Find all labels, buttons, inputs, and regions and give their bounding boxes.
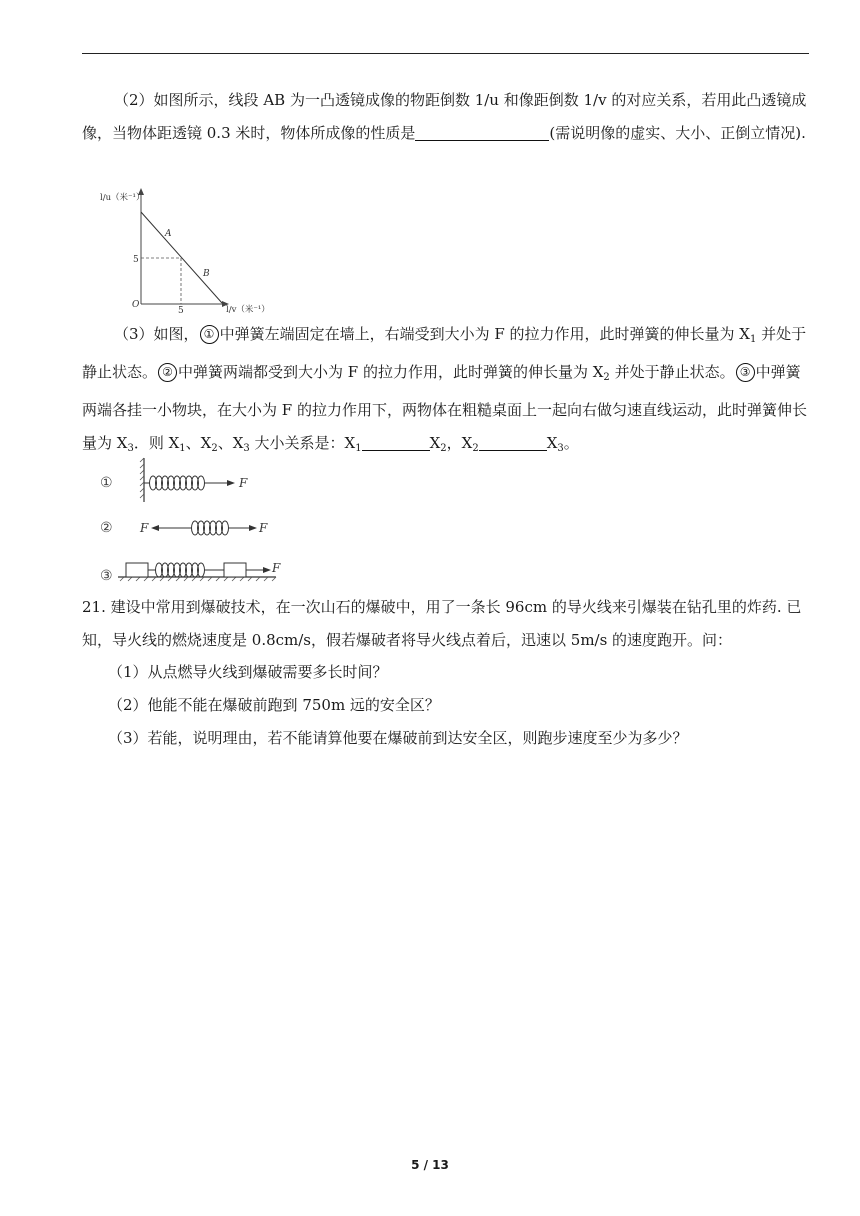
y-tick-label: 5 xyxy=(133,255,139,265)
origin-label: O xyxy=(132,300,140,310)
block-left xyxy=(126,563,148,577)
answer-blank-x1-x2[interactable] xyxy=(362,433,430,451)
page-number: 5 / 13 xyxy=(411,1158,449,1172)
q3-text: 如图， xyxy=(153,325,199,343)
wall-hatching xyxy=(140,458,144,498)
q3-text: X xyxy=(546,434,558,452)
q3-subscript: 1 xyxy=(355,443,362,454)
lens-graph xyxy=(96,186,276,316)
q3-subscript: 1 xyxy=(749,334,757,345)
q3-subscript: 2 xyxy=(603,372,610,383)
q3-subscript: 1 xyxy=(179,443,186,454)
q3-text: 大小关系是：X xyxy=(249,434,356,452)
figure-ref-1: ① xyxy=(200,325,219,344)
point-a-label: A xyxy=(165,229,172,239)
question-3-paragraph xyxy=(82,318,809,465)
q3-text: 中弹簧两端都受到大小为 F 的拉力作用，此时弹簧的伸长量为 X xyxy=(178,363,604,381)
diagram-2-label: ② xyxy=(100,520,113,536)
q3-text: X xyxy=(429,434,441,452)
diagram-2 xyxy=(139,521,268,535)
point-b-label: B xyxy=(203,269,210,279)
spring-1-coil xyxy=(144,476,230,490)
spring-3-coil xyxy=(148,563,224,577)
q3-subscript: 2 xyxy=(472,443,479,454)
q3-text: 并处于静止状态。 xyxy=(609,363,735,381)
force-label: F xyxy=(239,476,248,490)
q3-text: 中弹簧左端固定在墙上，右端受到大小为 F 的拉力作用，此时弹簧的伸长量为 X xyxy=(219,325,750,343)
figure-ref-3: ③ xyxy=(736,363,755,382)
force-arrow-icon xyxy=(227,480,235,486)
spring-2-coil xyxy=(156,521,252,535)
answer-blank-x2-x3[interactable] xyxy=(479,433,547,451)
force-label-left: F xyxy=(140,521,149,535)
q3-subscript: 2 xyxy=(440,443,447,454)
q3-text: 并处于静止状态。 xyxy=(82,325,807,381)
force-arrow-icon xyxy=(263,567,271,573)
q3-text: ，X xyxy=(446,434,473,452)
diagram-1 xyxy=(140,458,248,502)
y-axis-label: l/u（米⁻¹） xyxy=(100,193,145,203)
figure-ref-2: ② xyxy=(158,363,177,382)
q3-text: ．则 X xyxy=(133,434,180,452)
answer-blank-image-nature[interactable] xyxy=(415,123,549,141)
question-21-sub-2: （2）他能不能在爆破前跑到 750m 远的安全区？ xyxy=(108,696,440,714)
question-2-paragraph xyxy=(82,84,809,150)
q3-text: 。 xyxy=(563,434,579,452)
q3-text: 、X xyxy=(217,434,244,452)
header-rule xyxy=(82,53,809,54)
segment-ab xyxy=(141,212,222,303)
block-right xyxy=(224,563,246,577)
diagram-3-label: ③ xyxy=(100,568,113,584)
force-arrow-right-icon xyxy=(249,525,257,531)
question-21-stem: 21. 建设中常用到爆破技术，在一次山石的爆破中，用了一条长 96cm 的导火线来引爆装在钻孔里的炸药. 已知，导火线的燃烧速度是 0.8cm/s，假若爆破者将导火线点着后，迅速以 5m/s 的速度跑开。问： xyxy=(82,598,802,649)
force-label-right: F xyxy=(259,521,268,535)
x-axis-label: l/v（米⁻¹） xyxy=(226,305,270,315)
question-21-sub-3: （3）若能，说明理由，若不能请算他要在爆破前到达安全区，则跑步速度至少为多少？ xyxy=(108,729,688,747)
q3-subscript: 3 xyxy=(127,443,134,454)
spring-diagrams xyxy=(96,456,296,584)
diagram-1-label: ① xyxy=(100,475,113,491)
q3-subscript: 3 xyxy=(557,443,564,454)
question-2-text-end: (需说明像的虚实、大小、正倒立情况). xyxy=(549,124,806,142)
q3-text: 中弹簧两端各挂一小物块，在大小为 F 的拉力作用下，两物体在粗糙桌面上一起向右做匀速直线运动，此时弹簧伸长量为 X xyxy=(82,363,807,452)
q3-text: 、X xyxy=(185,434,212,452)
q3-subscript: 2 xyxy=(211,443,218,454)
question-2-text: 如图所示，线段 AB 为一凸透镜成像的物距倒数 1/u 和像距倒数 1/v 的对应关系，若用此凸透镜成像，当物体距透镜 0.3 米时，物体所成像的性质是 xyxy=(82,91,807,142)
question-2-number: （2） xyxy=(114,91,154,109)
x-tick-label: 5 xyxy=(178,306,184,316)
question-3-number: （3） xyxy=(114,325,154,343)
force-label: F xyxy=(272,561,281,575)
q3-subscript: 3 xyxy=(243,443,250,454)
question-21-sub-1: （1）从点燃导火线到爆破需要多长时间？ xyxy=(108,663,388,681)
diagram-3 xyxy=(118,561,281,581)
